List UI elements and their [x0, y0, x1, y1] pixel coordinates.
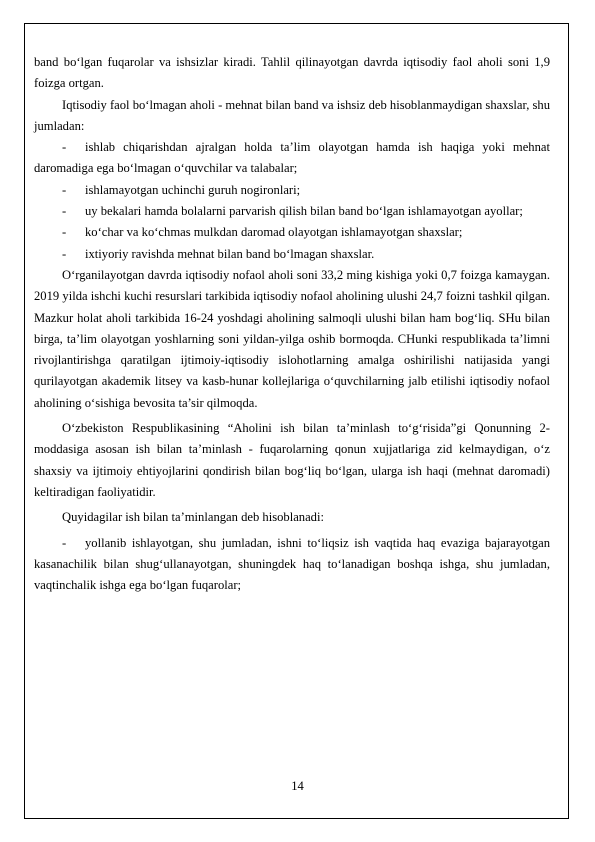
page-number: 14: [291, 779, 304, 793]
list-item: [34, 222, 550, 243]
list-item-text: ishlab chiqarishdan ajralgan holda ta’lim olayotgan hamda ish haqiga yoki mehnat daromadiga ega bo‘lmagan o‘quvchilar va talabalar;: [34, 140, 550, 176]
dash-marker: -: [62, 182, 67, 197]
list-item: [34, 533, 550, 597]
paragraph: O‘zbekiston Respublikasining “Aholini ish bilan ta’minlash to‘g‘risida”gi Qonunning 2-moddasiga asosan ish bilan ta’minlash - fuqarolarning qonun xujjatlariga zid kelmaydigan, o‘z shaxsiy va ijtimoiy ehtiyojlarini qondirish bilan bog‘liq bo‘lgan, ularga ish haqi (mehnat daromadi) keltiradigan faoliyatidir.: [34, 421, 550, 499]
list-item-text: ko‘char va ko‘chmas mulkdan daromad olayotgan ishlamayotgan shaxslar;: [85, 225, 463, 240]
document-body: [34, 52, 550, 596]
list-item: [34, 137, 550, 180]
dash-marker: -: [62, 225, 67, 240]
list-item-text: ixtiyoriy ravishda mehnat bilan band bo‘lmagan shaxslar.: [85, 246, 375, 261]
paragraph: Quyidagilar ish bilan ta’minlangan deb hisoblanadi:: [62, 510, 324, 525]
paragraph: Iqtisodiy faol bo‘lmagan aholi - mehnat bilan band va ishsiz deb hisoblanmaydigan shaxslar, shu jumladan:: [34, 97, 550, 133]
dash-marker: -: [62, 246, 67, 261]
paragraph: O‘rganilayotgan davrda iqtisodiy nofaol aholi soni 33,2 ming kishiga yoki 0,7 foizga kamaygan. 2019 yilda ishchi kuchi resurslari tarkibida iqtisodiy nofaol aholining ulushi 24,7 foizni tashkil qilgan. Mazkur holat aholi tarkibida 16-24 yoshdagi aholining salmoqli ulushi bilan ham bog‘liq. SHu bilan birga, ta’lim olayotgan yoshlarning soni yildan-yilga oshib bormoqda. CHunki respublikada ta’limni rivojlantirishga qaratilgan ijtimoiy-iqtisodiy islohotlarning amalga oshirilishi natijasida yangi qurilayotgan akademik litsey va kasb-hunar kollejlariga o‘quvchilarning jalb etilishi iqtisodiy nofaol aholining o‘sishiga bevosita ta’sir qilmoqda.: [34, 267, 550, 410]
list-item-text: yollanib ishlayotgan, shu jumladan, ishni to‘liqsiz ish vaqtida haq evaziga bajarayotgan kasanachilik bilan shug‘ullanayotgan, shuningdek haq to‘lanadigan boshqa ishga, shu jumladan, vaqtinchalik ishga ega bo‘lgan fuqarolar;: [34, 535, 550, 593]
list-item: [34, 201, 550, 222]
dash-marker: -: [62, 140, 67, 155]
list-item: [34, 180, 550, 201]
dash-marker: -: [62, 535, 67, 550]
paragraph: band bo‘lgan fuqarolar va ishsizlar kiradi. Tahlil qilinayotgan davrda iqtisodiy faol aholi soni 1,9 foizga ortgan.: [34, 55, 550, 91]
list-item-text: uy bekalari hamda bolalarni parvarish qilish bilan band bo‘lgan ishlamayotgan ayollar;: [85, 204, 523, 219]
list-item: [34, 244, 550, 265]
list-item-text: ishlamayotgan uchinchi guruh nogironlari;: [85, 182, 301, 197]
dash-marker: -: [62, 204, 67, 219]
